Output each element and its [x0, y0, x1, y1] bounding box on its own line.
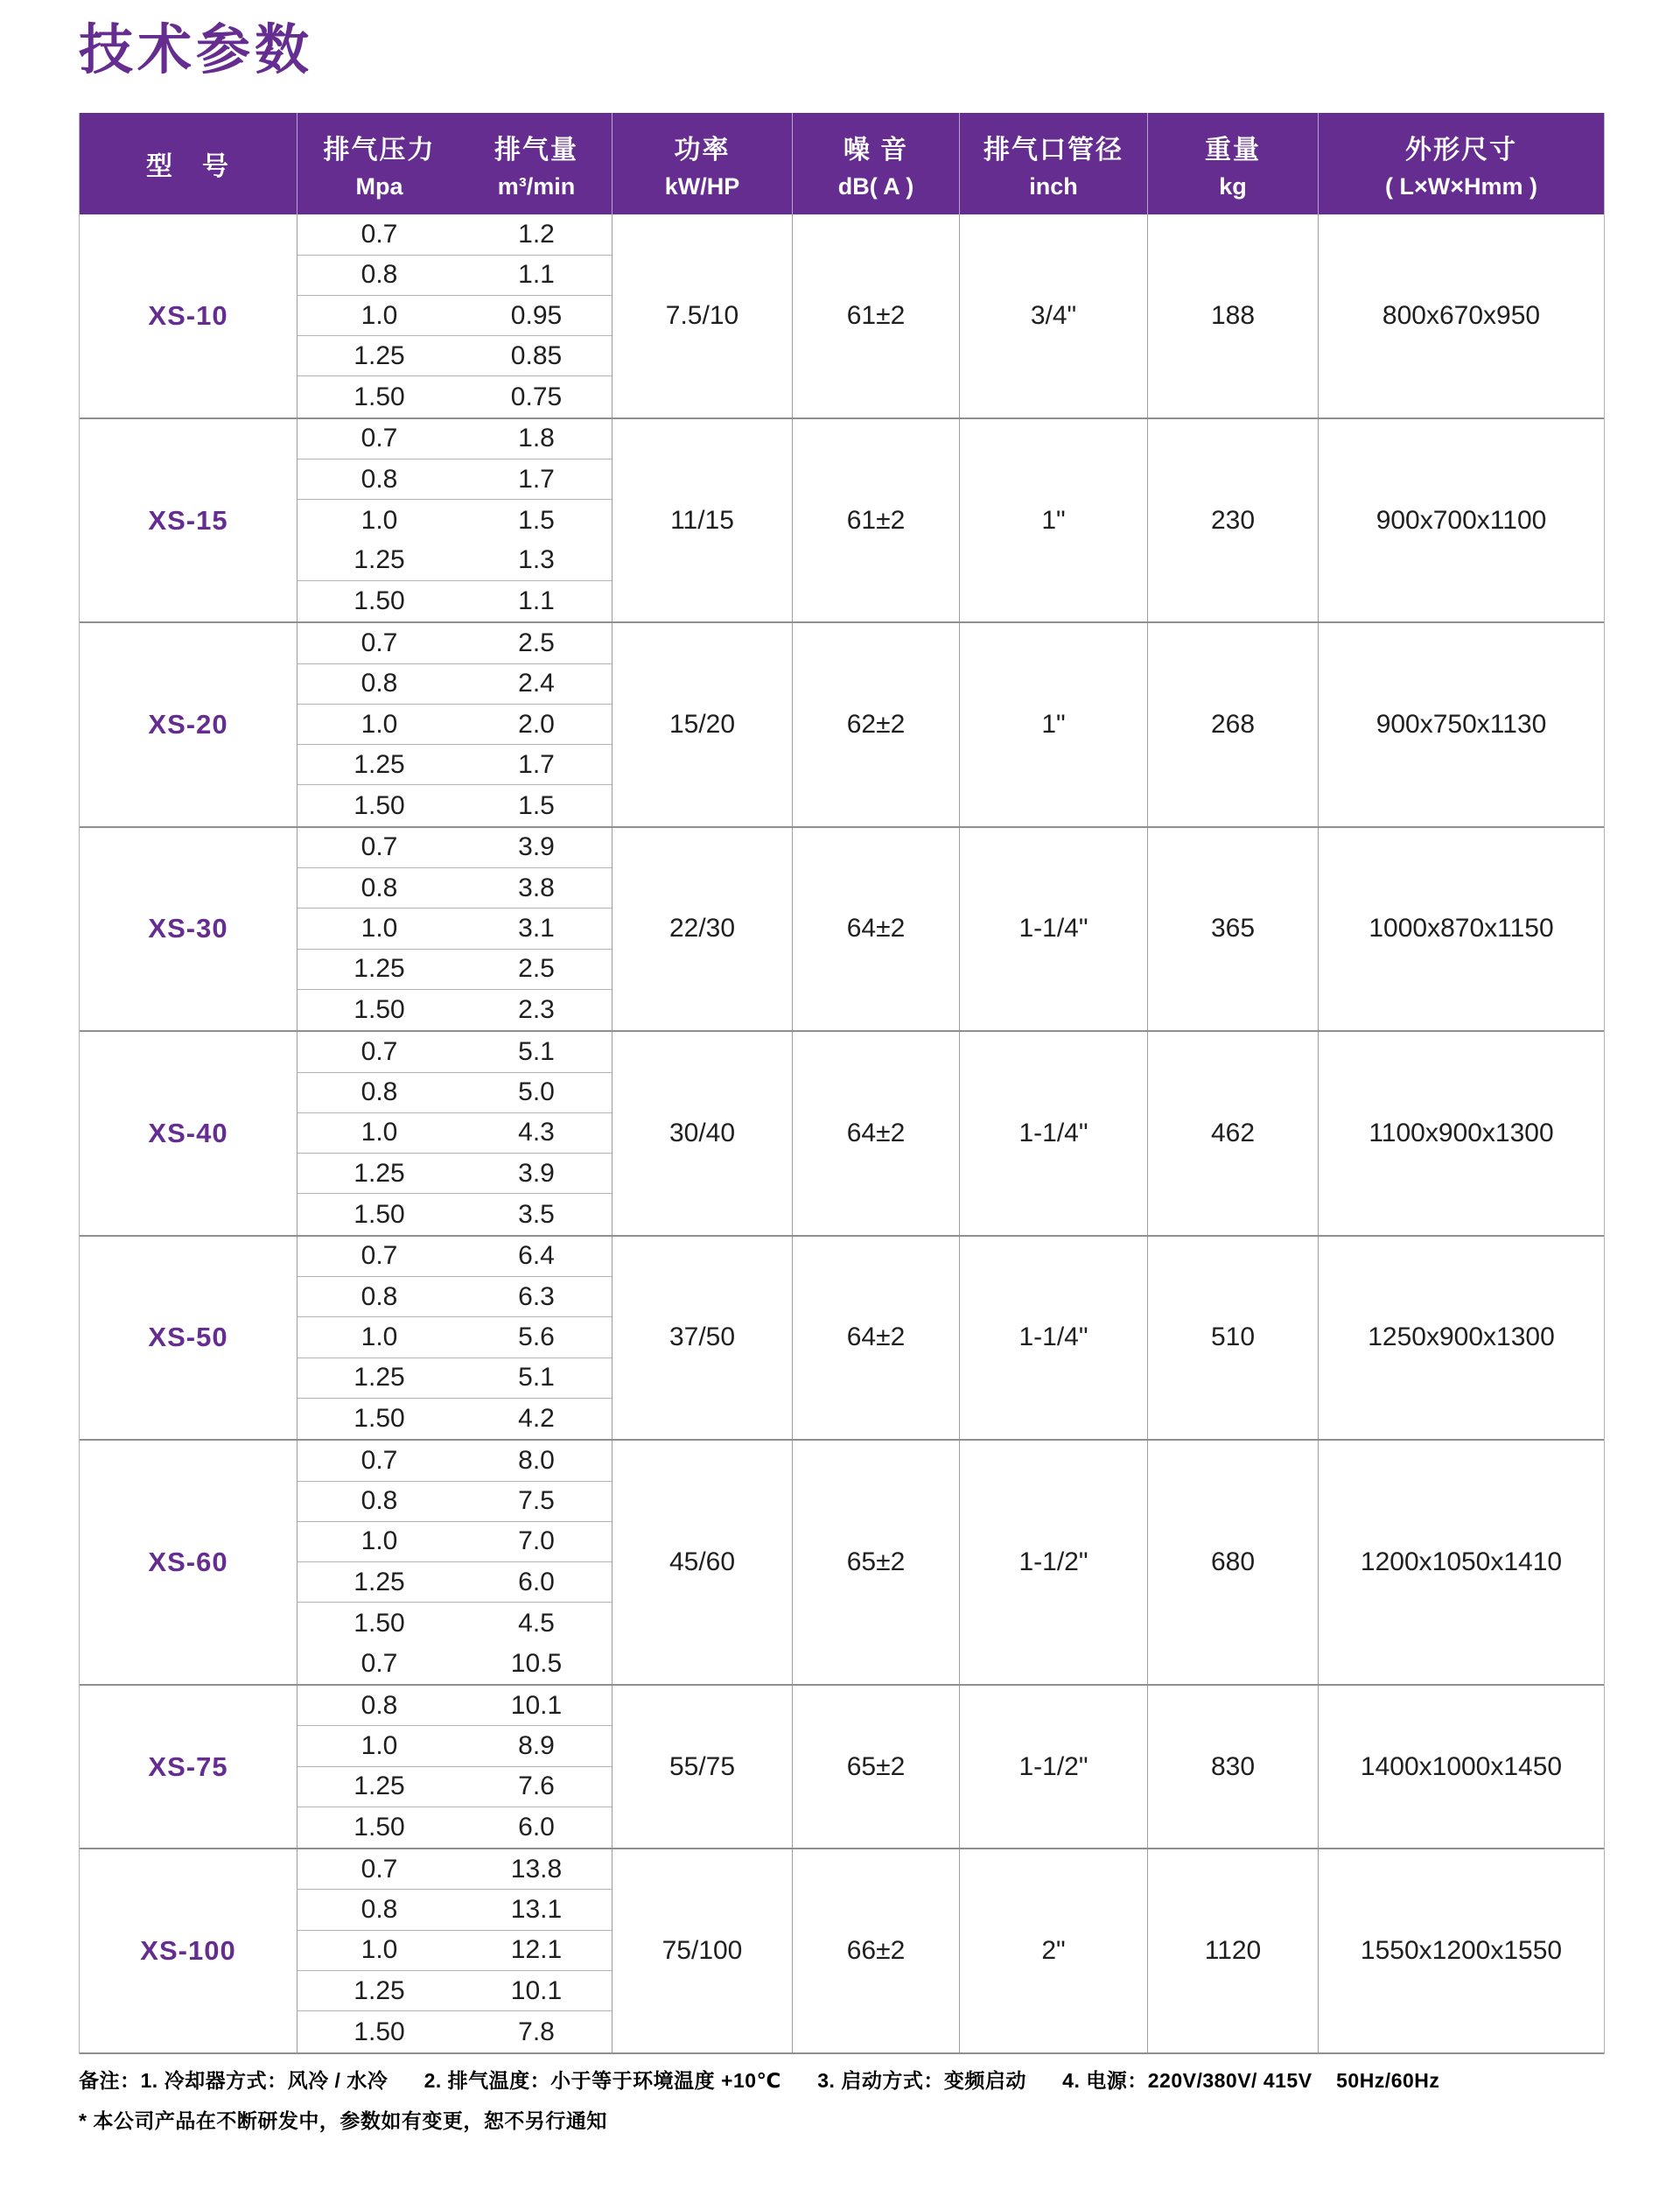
pressure-value: 0.7 — [297, 1237, 461, 1277]
power-value: 37/50 — [612, 1237, 792, 1439]
pipe-diameter-value: 1-1/2" — [959, 1686, 1147, 1848]
flow-value: 2.4 — [461, 664, 612, 705]
model-name: XS-40 — [148, 1117, 228, 1148]
flow-value: 3.1 — [461, 909, 612, 949]
flow-value: 1.3 — [461, 541, 612, 581]
weight-value: 830 — [1147, 1686, 1318, 1848]
column-header-3 — [612, 113, 792, 214]
footer-note-1: 备注：1. 冷却器方式：风冷 / 水冷 2. 排气温度：小于等于环境温度 +10℃ 3. 启动方式：变频启动 4. 电源：220V/380V/ 415V 50Hz/60Hz — [79, 2068, 1440, 2092]
weight-value: 268 — [1147, 623, 1318, 825]
noise-value: 61±2 — [792, 419, 959, 621]
flow-value: 5.0 — [461, 1073, 612, 1113]
pressure-value: 1.0 — [297, 1931, 461, 1971]
pressure-value: 0.8 — [297, 1482, 461, 1522]
flow-value: 0.95 — [461, 296, 612, 336]
flow-value: 10.1 — [461, 1686, 612, 1726]
flow-value: 2.5 — [461, 623, 612, 663]
dimensions-value: 1000x870x1150 — [1318, 828, 1604, 1030]
column-header-unit: m³/min — [497, 172, 576, 200]
flow-value: 6.3 — [461, 1277, 612, 1317]
pressure-value: 1.0 — [297, 1317, 461, 1358]
weight-value: 1120 — [1147, 1849, 1318, 2052]
flow-value: 5.6 — [461, 1317, 612, 1358]
flow-value: 2.3 — [518, 995, 555, 1025]
dimensions-value: 1550x1200x1550 — [1318, 1849, 1604, 2052]
pressure-value: 1.25 — [297, 1562, 461, 1603]
flow-value: 3.5 — [518, 1199, 555, 1229]
pressure-value: 0.8 — [297, 1073, 461, 1113]
footer-notes — [79, 2068, 1680, 2135]
pressure-value: 1.50 — [297, 1603, 461, 1643]
pressure-value: 0.7 — [297, 214, 461, 255]
pressure-value: 1.0 — [297, 909, 461, 949]
model-block-XS-40 — [80, 1032, 1604, 1236]
flow-value: 2.5 — [461, 950, 612, 990]
flow-value: 13.8 — [461, 1849, 612, 1890]
pressure-value: 1.50 — [297, 1399, 461, 1439]
flow-value: 4.2 — [518, 1404, 555, 1434]
noise-value: 61±2 — [792, 214, 959, 417]
noise-value: 62±2 — [792, 623, 959, 825]
pressure-value: 1.50 — [297, 990, 461, 1030]
flow-value: 8.9 — [461, 1726, 612, 1766]
pressure-value: 1.0 — [297, 1113, 461, 1154]
dimensions-value: 1400x1000x1450 — [1318, 1686, 1604, 1848]
model-block-XS-100 — [80, 1849, 1604, 2053]
pipe-diameter-value: 1" — [959, 623, 1147, 825]
pressure-value: 1.0 — [297, 705, 461, 745]
pipe-diameter-value: 2" — [959, 1849, 1147, 2052]
model-name: XS-30 — [148, 913, 228, 944]
pipe-diameter-value: 1-1/4" — [959, 828, 1147, 1030]
column-header-cn: 重量 — [1205, 135, 1261, 165]
flow-value: 6.4 — [461, 1237, 612, 1277]
column-header-2 — [461, 113, 612, 214]
power-value: 75/100 — [612, 1849, 792, 2052]
flow-value: 1.2 — [461, 214, 612, 255]
pressure-value: 1.50 — [297, 376, 461, 417]
pipe-diameter-value: 1-1/2" — [959, 1441, 1147, 1684]
flow-value: 6.0 — [518, 1813, 555, 1842]
weight-value: 462 — [1147, 1032, 1318, 1234]
pipe-diameter-value: 1-1/4" — [959, 1237, 1147, 1439]
flow-value: 1.1 — [518, 586, 555, 616]
flow-value: 1.5 — [518, 505, 555, 535]
pressure-value: 1.50 — [297, 581, 461, 621]
flow-value: 12.1 — [461, 1931, 612, 1971]
weight-value: 188 — [1147, 214, 1318, 417]
flow-value: 2.0 — [461, 705, 612, 745]
flow-value: 0.75 — [510, 382, 563, 411]
power-value: 45/60 — [612, 1441, 792, 1684]
power-value: 15/20 — [612, 623, 792, 825]
pressure-value: 0.8 — [297, 1277, 461, 1317]
flow-value: 7.0 — [461, 1522, 612, 1562]
power-value: 22/30 — [612, 828, 792, 1030]
flow-value: 10.1 — [461, 1971, 612, 2011]
pressure-value: 0.8 — [297, 664, 461, 705]
power-value: 30/40 — [612, 1032, 792, 1234]
column-header-6 — [1147, 113, 1318, 214]
pressure-value: 0.7 — [297, 1644, 461, 1684]
pressure-value: 1.25 — [297, 336, 461, 376]
column-header-unit: Mpa — [355, 172, 403, 200]
flow-value: 1.7 — [461, 745, 612, 785]
column-header-1 — [297, 113, 461, 214]
flow-value: 1.8 — [461, 419, 612, 460]
pressure-value: 0.7 — [297, 1849, 461, 1890]
pressure-value: 1.0 — [297, 500, 461, 540]
pressure-value: 0.7 — [297, 623, 461, 663]
table-body — [80, 214, 1604, 2053]
pressure-value: 1.25 — [297, 950, 461, 990]
model-name: XS-75 — [148, 1750, 228, 1782]
flow-value: 7.6 — [461, 1767, 612, 1807]
model-name: XS-50 — [148, 1322, 228, 1353]
pressure-value: 0.8 — [297, 460, 461, 500]
dimensions-value: 800x670x950 — [1318, 214, 1604, 417]
column-header-unit: ( L×W×Hmm ) — [1384, 172, 1537, 200]
pressure-value: 1.50 — [297, 785, 461, 825]
model-name: XS-10 — [148, 300, 228, 332]
dimensions-value: 1100x900x1300 — [1318, 1032, 1604, 1234]
column-header-cn: 排气量 — [494, 135, 578, 165]
flow-value: 4.5 — [518, 1608, 555, 1638]
column-header-0 — [80, 113, 297, 214]
column-header-cn: 功率 — [674, 135, 731, 165]
flow-value: 4.3 — [461, 1113, 612, 1154]
pressure-value: 1.0 — [297, 1726, 461, 1766]
column-header-cn: 型 号 — [146, 152, 230, 182]
page-title: 技术参数 — [79, 20, 314, 81]
flow-value: 5.1 — [461, 1032, 612, 1072]
pressure-value: 1.25 — [297, 745, 461, 785]
noise-value: 64±2 — [792, 828, 959, 1030]
pressure-value: 0.7 — [297, 1032, 461, 1072]
noise-value: 65±2 — [792, 1441, 959, 1684]
flow-value: 3.9 — [461, 828, 612, 868]
power-value: 11/15 — [612, 419, 792, 621]
flow-value: 3.9 — [461, 1154, 612, 1194]
pressure-value: 1.50 — [297, 1807, 461, 1848]
flow-value: 6.0 — [461, 1562, 612, 1603]
pressure-value: 0.7 — [297, 419, 461, 460]
column-header-unit: kW/HP — [664, 172, 740, 200]
column-header-unit: kg — [1219, 172, 1247, 200]
dimensions-value: 900x700x1100 — [1318, 419, 1604, 621]
flow-value: 7.8 — [518, 2017, 555, 2046]
noise-value: 64±2 — [792, 1237, 959, 1439]
noise-value: 65±2 — [792, 1686, 959, 1848]
pipe-diameter-value: 1-1/4" — [959, 1032, 1147, 1234]
column-header-cn: 噪 音 — [843, 135, 909, 165]
dimensions-value: 1250x900x1300 — [1318, 1237, 1604, 1439]
pressure-value: 0.8 — [297, 868, 461, 909]
noise-value: 66±2 — [792, 1849, 959, 2052]
flow-value: 3.8 — [461, 868, 612, 909]
pressure-value: 1.0 — [297, 296, 461, 336]
column-header-unit: dB( A ) — [837, 172, 914, 200]
pipe-diameter-value: 3/4" — [959, 214, 1147, 417]
model-name: XS-60 — [148, 1547, 228, 1578]
column-header-unit: inch — [1029, 172, 1078, 200]
pressure-value: 0.7 — [297, 1441, 461, 1481]
weight-value: 510 — [1147, 1237, 1318, 1439]
column-header-7 — [1318, 113, 1604, 214]
pipe-diameter-value: 1" — [959, 419, 1147, 621]
dimensions-value: 1200x1050x1410 — [1318, 1441, 1604, 1684]
power-value: 55/75 — [612, 1686, 792, 1848]
pressure-value: 1.25 — [297, 1971, 461, 2011]
footer-note-2: * 本公司产品在不断研发中，参数如有变更，恕不另行通知 — [79, 2108, 607, 2132]
flow-value: 7.5 — [461, 1482, 612, 1522]
pressure-value: 1.50 — [297, 1194, 461, 1234]
column-header-cn: 外形尺寸 — [1405, 135, 1517, 165]
table-header-row — [80, 113, 1604, 214]
pressure-value: 1.50 — [297, 2011, 461, 2052]
model-block-XS-15 — [80, 419, 1604, 623]
pressure-value: 0.8 — [297, 1890, 461, 1930]
pressure-value: 1.25 — [297, 1767, 461, 1807]
column-header-4 — [792, 113, 959, 214]
flow-value: 0.85 — [461, 336, 612, 376]
flow-value: 13.1 — [461, 1890, 612, 1930]
model-block-XS-10 — [80, 214, 1604, 418]
flow-value: 1.7 — [461, 460, 612, 500]
spec-table — [79, 113, 1605, 2053]
flow-value: 10.5 — [510, 1648, 563, 1678]
pressure-value: 1.0 — [297, 1522, 461, 1562]
flow-value: 1.1 — [461, 256, 612, 296]
model-name: XS-15 — [148, 504, 228, 536]
column-header-cn: 排气压力 — [323, 135, 436, 165]
model-block-XS-50 — [80, 1237, 1604, 1441]
pressure-value: 0.8 — [297, 256, 461, 296]
flow-value: 8.0 — [461, 1441, 612, 1481]
model-name: XS-20 — [148, 709, 228, 740]
model-block-XS-60 — [80, 1441, 1604, 1686]
pressure-value: 1.25 — [297, 1358, 461, 1399]
model-block-XS-20 — [80, 623, 1604, 827]
pressure-value: 1.25 — [297, 541, 461, 581]
pressure-value: 0.7 — [297, 828, 461, 868]
model-block-XS-30 — [80, 828, 1604, 1032]
flow-value: 1.5 — [518, 790, 555, 820]
column-header-5 — [959, 113, 1147, 214]
dimensions-value: 900x750x1130 — [1318, 623, 1604, 825]
pressure-value: 1.25 — [297, 1154, 461, 1194]
model-name: XS-100 — [140, 1934, 236, 1966]
weight-value: 365 — [1147, 828, 1318, 1030]
weight-value: 230 — [1147, 419, 1318, 621]
noise-value: 64±2 — [792, 1032, 959, 1234]
column-header-cn: 排气口管径 — [984, 135, 1124, 165]
power-value: 7.5/10 — [612, 214, 792, 417]
model-block-XS-75 — [80, 1686, 1604, 1849]
weight-value: 680 — [1147, 1441, 1318, 1684]
pressure-value: 0.8 — [297, 1686, 461, 1726]
flow-value: 5.1 — [461, 1358, 612, 1399]
